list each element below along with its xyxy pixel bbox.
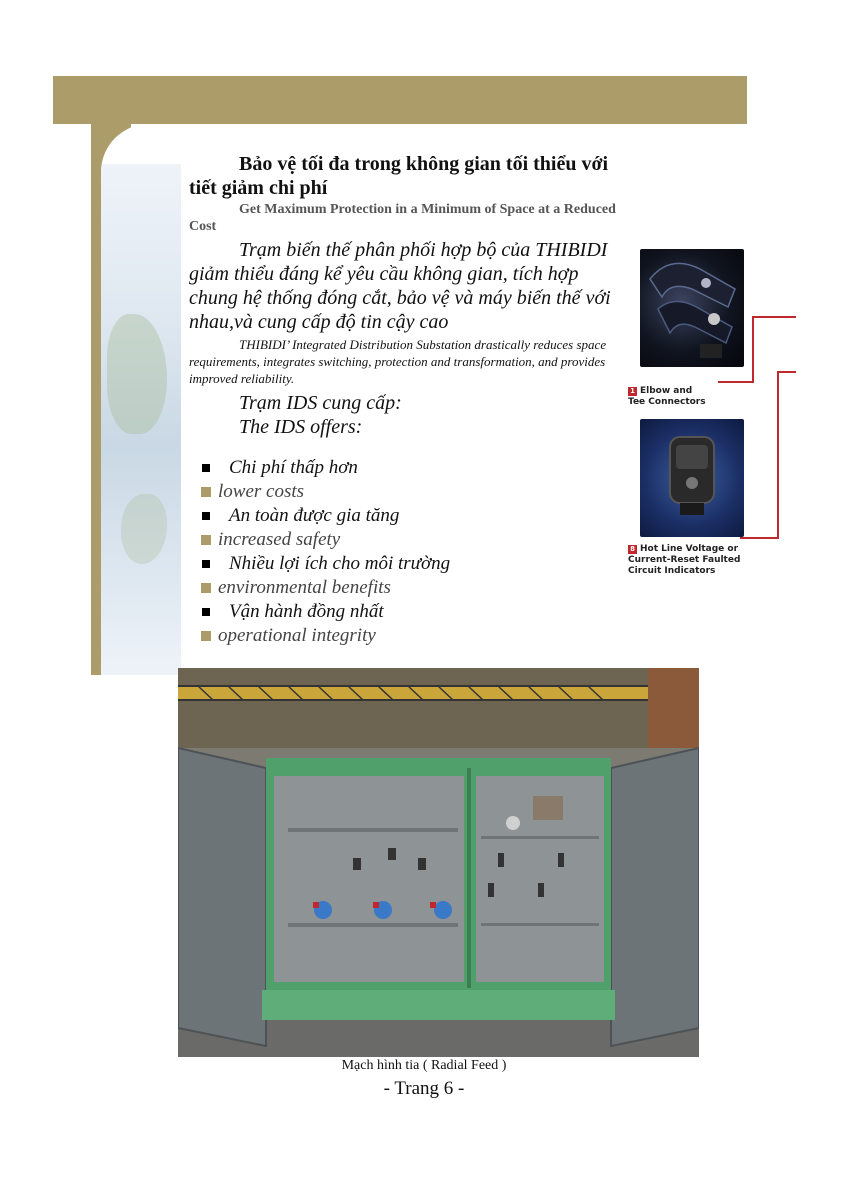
bullet-square-icon	[201, 535, 211, 545]
bullet-square-icon	[202, 560, 210, 568]
list-item: operational integrity	[200, 624, 620, 648]
top-decor-band	[53, 76, 747, 124]
list-item: Chi phí thấp hơn	[200, 456, 620, 480]
heading-vietnamese: Bảo vệ tối đa trong không gian tối thiểu với tiết giảm chi phí	[189, 153, 609, 199]
bullet-square-icon	[201, 487, 211, 497]
main-text	[189, 152, 619, 439]
intro-english: THIBIDI’ Integrated Distribution Substation drastically reduces space requirements, integrates switching, protection and transformation, and provides improved reliability.	[189, 337, 607, 386]
callout-line	[718, 381, 754, 383]
list-item: Nhiều lợi ích cho môi trường	[200, 552, 620, 576]
callout-line	[740, 537, 779, 539]
world-map-background	[101, 164, 181, 675]
benefits-list	[200, 456, 620, 648]
callout-line	[752, 316, 796, 318]
intro-vietnamese: Trạm biến thế phân phối hợp bộ của THIBIDI giảm thiểu đáng kể yêu cầu không gian, tích hợp chung hệ thống đóng cắt, bảo vệ và máy biến thế với nhau,và cung cấp độ tin cậy cao	[189, 239, 611, 333]
fault-indicator-photo	[640, 419, 744, 537]
callout-line	[777, 371, 796, 373]
page-number: - Trang 6 -	[383, 1078, 465, 1099]
heading-english: Get Maximum Protection in a Minimum of Space at a Reduced Cost	[189, 202, 616, 234]
callout-line	[752, 316, 754, 382]
bullet-square-icon	[201, 583, 211, 593]
fault-indicator-caption: 8 Hot Line Voltage or Current-Reset Faulted Circuit Indicators	[628, 544, 741, 576]
list-item: Vận hành đồng nhất	[200, 600, 620, 624]
list-item: environmental benefits	[200, 576, 620, 600]
photo-caption: Mạch hình tia ( Radial Feed )	[341, 1058, 507, 1073]
substation-photo	[178, 668, 699, 1057]
elbow-connector-photo	[640, 249, 744, 367]
offers-title-english: The IDS offers:	[239, 416, 363, 438]
callout-line	[777, 371, 779, 539]
list-item: An toàn được gia tăng	[200, 504, 620, 528]
list-item: lower costs	[200, 480, 620, 504]
elbow-connector-caption: 1 Elbow and Tee Connectors	[628, 386, 706, 407]
bullet-square-icon	[201, 631, 211, 641]
list-item: increased safety	[200, 528, 620, 552]
offers-title-vietnamese: Trạm IDS cung cấp:	[239, 392, 402, 414]
bullet-square-icon	[202, 512, 210, 520]
bullet-square-icon	[202, 464, 210, 472]
bullet-square-icon	[202, 608, 210, 616]
